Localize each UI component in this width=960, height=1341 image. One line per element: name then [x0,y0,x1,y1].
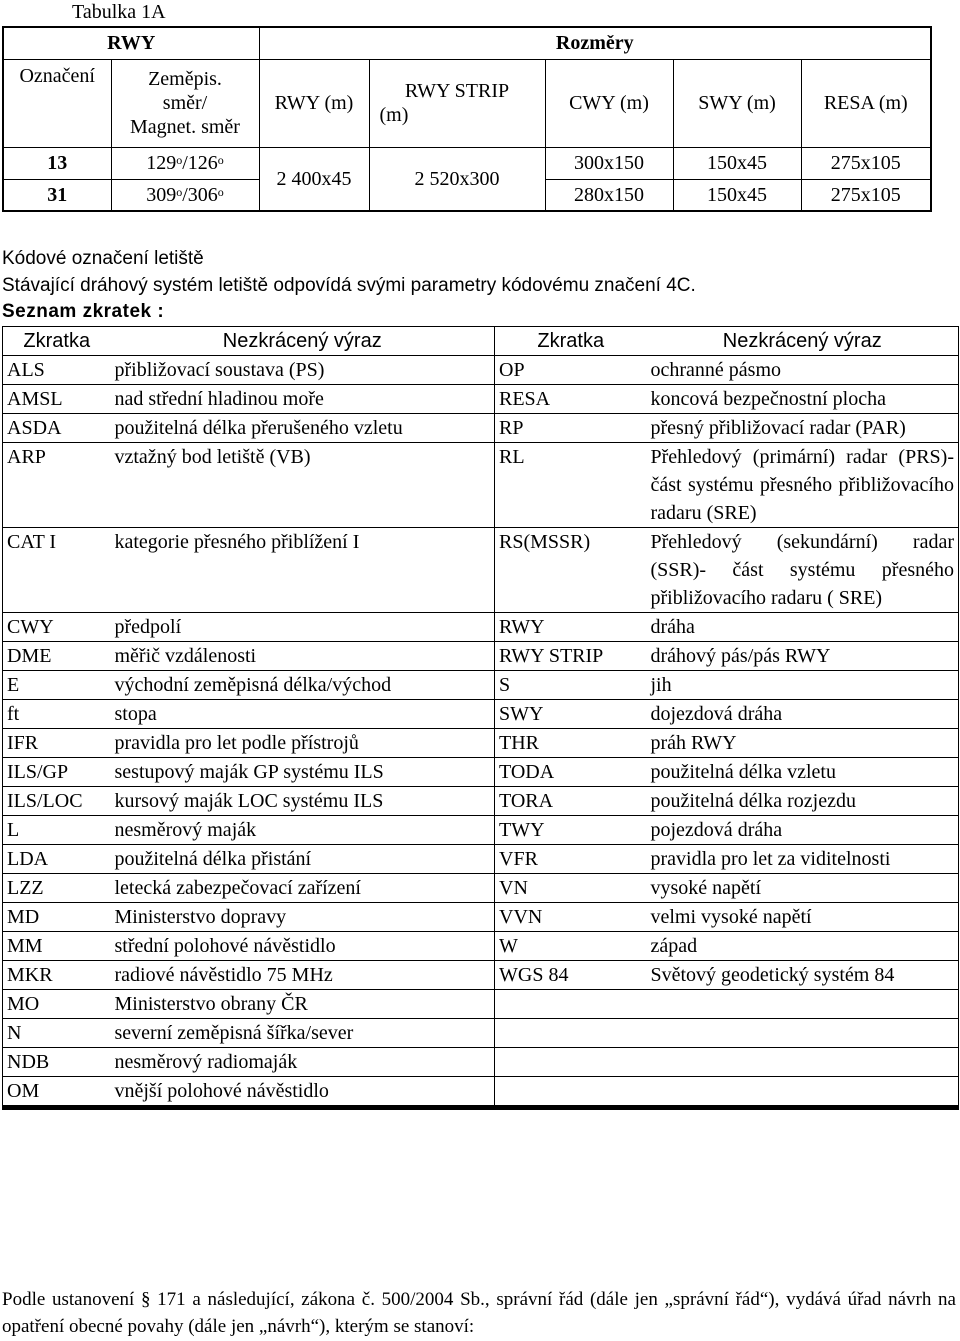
abbreviation-cell: AMSL [3,385,111,414]
runway-row [3,147,931,179]
runway-dimension: 2 400x45 [259,147,369,211]
abbreviation-cell: RWY [495,613,647,642]
full-term-cell: Ministerstvo dopravy [111,903,495,932]
abbreviation-row [3,990,959,1019]
abbreviation-row [3,385,959,414]
abbreviation-cell [495,1019,647,1048]
group-header-rwy: RWY [3,27,259,59]
full-term-cell: dráhový pás/pás RWY [647,642,959,671]
full-term-cell: vztažný bod letiště (VB) [111,443,495,528]
abbreviation-cell: WGS 84 [495,961,647,990]
abbreviation-row [3,528,959,613]
abbreviation-cell: RESA [495,385,647,414]
abbreviation-row [3,700,959,729]
full-term-cell: západ [647,932,959,961]
full-term-cell: předpolí [111,613,495,642]
abbreviation-cell [495,1048,647,1077]
abbreviation-row [3,932,959,961]
strip-dimension: 2 520x300 [369,147,545,211]
full-term-cell: pravidla pro let za viditelnosti [647,845,959,874]
abbreviation-cell: RL [495,443,647,528]
full-term-cell [111,1109,495,1110]
abbreviation-cell: MO [3,990,111,1019]
abbreviation-cell: W [495,932,647,961]
abbreviation-cell: TODA [495,758,647,787]
abbreviation-cell [3,1109,111,1110]
abbreviation-cell: ASDA [3,414,111,443]
abbreviation-list-title: Seznam zkratek : [2,301,165,322]
abbreviation-cell: CAT I [3,528,111,613]
full-term-cell: střední polohové návěstidlo [111,932,495,961]
group-header-dimensions: Rozměry [259,27,931,59]
col-header-strip-line: RWY STRIP [404,80,510,102]
col-header-direction-line: Magnet. směr [130,116,240,138]
full-term-cell: stopa [111,700,495,729]
col-header-rwy: RWY (m) [259,59,369,147]
full-term-cell: práh RWY [647,729,959,758]
abbreviation-row [3,729,959,758]
col-header-strip [369,59,545,147]
abbreviation-cell: NDB [3,1048,111,1077]
abbreviation-header-row [3,327,959,356]
resa-value: 275x105 [801,179,931,211]
abbreviation-cell [495,1077,647,1106]
abbreviation-cell: E [3,671,111,700]
col-header-swy: SWY (m) [673,59,801,147]
abbreviation-cell: SWY [495,700,647,729]
abbreviation-cell [495,990,647,1019]
full-term-cell: kursový maják LOC systému ILS [111,787,495,816]
cwy-value: 280x150 [545,179,673,211]
abbreviation-row [3,1019,959,1048]
full-term-cell: použitelná délka přerušeného vzletu [111,414,495,443]
cwy-value: 300x150 [545,147,673,179]
full-term-cell [647,1048,959,1077]
col-header-strip-line: (m) [379,104,409,126]
footer-paragraph: Podle ustanovení § 171 a následující, zákona č. 500/2004 Sb., správní řád (dále jen „správní řád“), vydává úřad návrh na opatření obecné povahy (dále jen „návrh“), kterým se stanoví: [2,1289,956,1337]
full-term-cell: pravidla pro let podle přístrojů [111,729,495,758]
abbreviation-cell: LZZ [3,874,111,903]
full-term-cell: východní zeměpisná délka/východ [111,671,495,700]
abbreviation-row [3,443,959,528]
abbreviation-cell: CWY [3,613,111,642]
abbreviation-row [3,1048,959,1077]
swy-value: 150x45 [673,147,801,179]
full-term-cell: použitelná délka přistání [111,845,495,874]
runway-designation: 31 [3,179,111,211]
section-text: Stávající dráhový systém letiště odpovídá svými parametry kódovému značení 4C. [2,275,696,296]
header-abbreviation: Zkratka [495,327,647,356]
abbreviation-row [3,961,959,990]
full-term-cell: měřič vzdálenosti [111,642,495,671]
abbreviation-cell: ILS/LOC [3,787,111,816]
abbreviation-row [3,758,959,787]
header-full-term: Nezkrácený výraz [647,327,959,356]
full-term-cell: dojezdová dráha [647,700,959,729]
resa-value: 275x105 [801,147,931,179]
abbreviation-cell: ILS/GP [3,758,111,787]
full-term-cell: vnější polohové návěstidlo [111,1077,495,1106]
abbreviation-row [3,1109,959,1110]
full-term-cell: použitelná délka vzletu [647,758,959,787]
full-term-cell: použitelná délka rozjezdu [647,787,959,816]
abbreviation-cell: TORA [495,787,647,816]
abbreviation-cell: THR [495,729,647,758]
header-full-term: Nezkrácený výraz [111,327,495,356]
full-term-cell: přesný přibližovací radar (PAR) [647,414,959,443]
full-term-cell: koncová bezpečnostní plocha [647,385,959,414]
swy-value: 150x45 [673,179,801,211]
full-term-cell: nesměrový maják [111,816,495,845]
abbreviation-cell: IFR [3,729,111,758]
full-term-cell [647,990,959,1019]
full-term-cell [647,1019,959,1048]
abbreviation-cell: L [3,816,111,845]
abbreviation-cell: MKR [3,961,111,990]
runway-designation: 13 [3,147,111,179]
abbreviation-cell: RS(MSSR) [495,528,647,613]
full-term-cell: Přehledový (primární) radar (PRS)- část systému přesného přibližovacího radaru (SRE) [647,443,959,528]
col-header-direction-line: Zeměpis. [148,68,222,90]
full-term-cell: nesměrový radiomaják [111,1048,495,1077]
full-term-cell: přibližovací soustava (PS) [111,356,495,385]
header-abbreviation: Zkratka [3,327,111,356]
abbreviation-cell: DME [3,642,111,671]
full-term-cell: jih [647,671,959,700]
abbreviation-cell: N [3,1019,111,1048]
abbreviation-cell: S [495,671,647,700]
full-term-cell: dráha [647,613,959,642]
runway-direction: 309$^o$/306$^o$ [111,179,259,211]
abbreviation-cell: ALS [3,356,111,385]
abbreviation-cell: MM [3,932,111,961]
abbreviation-row [3,874,959,903]
abbreviation-cell: TWY [495,816,647,845]
abbreviation-cell [495,1109,647,1110]
col-header-designation: Označení [3,59,111,147]
full-term-cell: Ministerstvo obrany ČR [111,990,495,1019]
full-term-cell [647,1109,959,1110]
col-header-direction-line: směr/ [162,92,208,114]
abbreviation-table [2,326,959,1110]
abbreviation-cell: VN [495,874,647,903]
abbreviation-row [3,671,959,700]
col-header-resa: RESA (m) [801,59,931,147]
full-term-cell: velmi vysoké napětí [647,903,959,932]
full-term-cell: vysoké napětí [647,874,959,903]
abbreviation-cell: RP [495,414,647,443]
full-term-cell [647,1077,959,1106]
full-term-cell: ochranné pásmo [647,356,959,385]
abbreviation-row [3,903,959,932]
abbreviation-cell: RWY STRIP [495,642,647,671]
abbreviation-row [3,642,959,671]
abbreviation-row [3,816,959,845]
full-term-cell: letecká zabezpečovací zařízení [111,874,495,903]
col-header-direction [111,59,259,147]
full-term-cell: kategorie přesného přiblížení I [111,528,495,613]
full-term-cell: radiové návěstidlo 75 MHz [111,961,495,990]
abbreviation-cell: OM [3,1077,111,1106]
abbreviation-row [3,787,959,816]
abbreviation-row [3,1077,959,1106]
runway-direction: 129$^o$/126$^o$ [111,147,259,179]
full-term-cell: Světový geodetický systém 84 [647,961,959,990]
abbreviation-row [3,356,959,385]
full-term-cell: sestupový maják GP systému ILS [111,758,495,787]
abbreviation-cell: ARP [3,443,111,528]
full-term-cell: nad střední hladinou moře [111,385,495,414]
abbreviation-cell: LDA [3,845,111,874]
abbreviation-cell: VFR [495,845,647,874]
full-term-cell: severní zeměpisná šířka/sever [111,1019,495,1048]
abbreviation-row [3,845,959,874]
abbreviation-cell: MD [3,903,111,932]
abbreviation-row [3,414,959,443]
runway-table [2,26,932,212]
abbreviation-row [3,613,959,642]
section-heading: Kódové označení letiště [2,248,204,269]
full-term-cell: pojezdová dráha [647,816,959,845]
table-caption: Tabulka 1A [72,1,166,23]
full-term-cell: Přehledový (sekundární) radar (SSR)- část systému přesného přibližovacího radaru ( SRE) [647,528,959,613]
abbreviation-cell: ft [3,700,111,729]
col-header-cwy: CWY (m) [545,59,673,147]
abbreviation-cell: VVN [495,903,647,932]
abbreviation-cell: OP [495,356,647,385]
